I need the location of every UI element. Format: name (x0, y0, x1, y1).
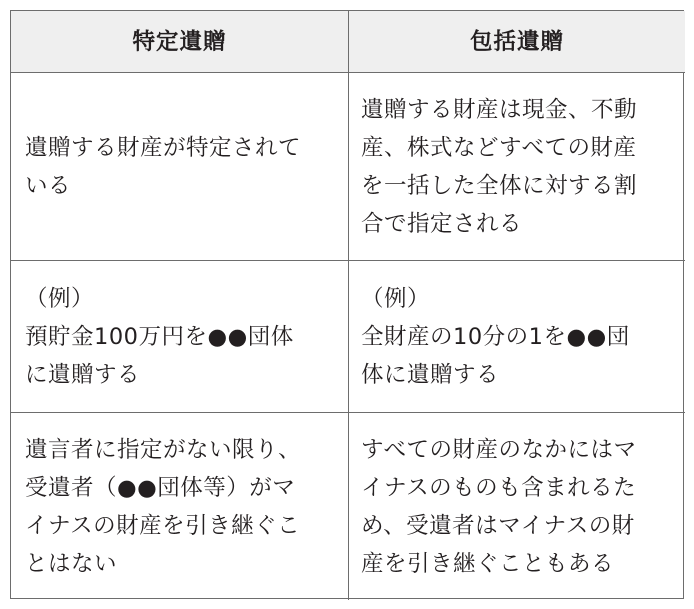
cell-text (361, 91, 677, 243)
header-tokutei-izo (11, 11, 349, 73)
text-line: イナスのものも含まれるた (361, 474, 637, 501)
cell-text (25, 280, 340, 394)
text-line: 全財産の10分の1を●●団 (361, 323, 630, 350)
text-line: いる (25, 172, 72, 199)
cell-text (361, 431, 677, 583)
text-line: に遺贈する (25, 361, 141, 388)
cell-text (25, 431, 340, 583)
row1-left-cell (11, 73, 349, 261)
text-line: 預貯金100万円を●●団体 (25, 323, 294, 350)
text-line: すべての財産のなかにはマ (361, 436, 637, 463)
header-label: 特定遺贈 (132, 28, 227, 55)
text-line: を一括した全体に対する割 (361, 172, 638, 199)
text-line: 遺言者に指定がない限り、 (25, 436, 302, 463)
text-line: イナスの財産を引き継ぐこ (25, 512, 301, 539)
row1-right-cell (349, 73, 685, 261)
text-line: 体に遺贈する (361, 361, 500, 388)
text-line: （例） (361, 285, 431, 312)
text-line: 遺贈する財産が特定されて (25, 134, 302, 161)
text-line: 産、株式などすべての財産 (361, 134, 637, 161)
row2-left-cell (11, 261, 349, 413)
text-line: 遺贈する財産は現金、不動 (361, 96, 638, 123)
header-label: 包括遺贈 (469, 28, 564, 55)
text-line: （例） (25, 285, 95, 312)
header-hokatsu-izo (349, 11, 685, 73)
row3-left-cell (11, 413, 349, 600)
text-line: 合で指定される (361, 210, 523, 237)
cell-text (361, 280, 677, 394)
row2-right-cell (349, 261, 685, 413)
cell-text (25, 129, 340, 205)
comparison-table (10, 10, 684, 599)
row3-right-cell (349, 413, 685, 600)
text-line: とはない (25, 550, 118, 577)
text-line: 産を引き継ぐこともある (361, 550, 615, 577)
text-line: 受遺者（●●団体等）がマ (25, 474, 296, 501)
text-line: め、受遺者はマイナスの財 (361, 512, 635, 539)
